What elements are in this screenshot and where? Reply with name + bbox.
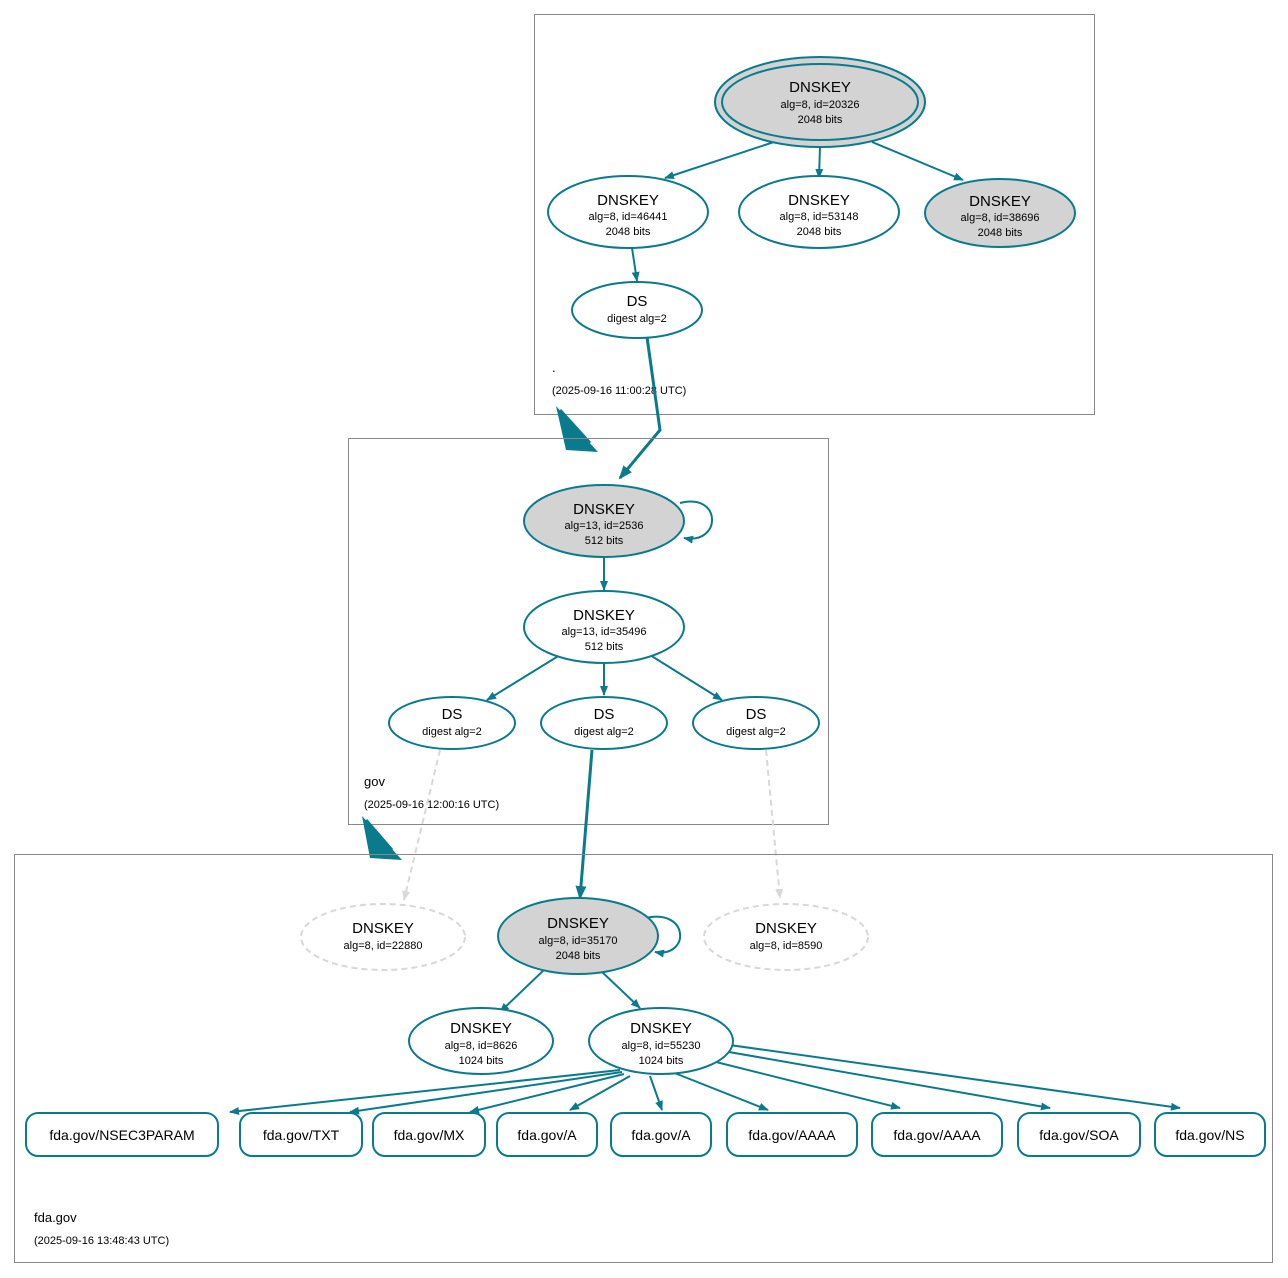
zone-label-root: . — [552, 360, 556, 375]
node-fda-22880-title: DNSKEY — [352, 920, 414, 937]
node-gov-ds3-digest: digest alg=2 — [726, 726, 786, 738]
node-root-53148-alg: alg=8, id=53148 — [779, 211, 859, 223]
edge-zone-root-to-gov-head — [556, 406, 598, 452]
zone-label-fda: fda.gov — [34, 1210, 77, 1225]
rr-label-ns: fda.gov/NS — [1175, 1127, 1245, 1143]
node-fda-35170-title: DNSKEY — [547, 915, 609, 932]
node-gov-ds-1[interactable] — [389, 697, 515, 749]
rr-label-txt: fda.gov/TXT — [262, 1127, 340, 1143]
node-root-ds-digest: digest alg=2 — [607, 313, 667, 325]
node-root-ksk-title: DNSKEY — [789, 79, 851, 96]
node-fda-55230-title: DNSKEY — [630, 1020, 692, 1037]
node-root-38696-title: DNSKEY — [969, 193, 1031, 210]
node-fda-dnskey-22880[interactable] — [301, 904, 465, 970]
node-gov-2536-bits: 512 bits — [584, 535, 624, 547]
node-fda-55230-alg: alg=8, id=55230 — [621, 1040, 701, 1052]
edge-gov-zsk-to-ds3 — [650, 655, 722, 700]
zone-timestamp-fda: (2025-09-16 13:48:43 UTC) — [34, 1235, 170, 1247]
edge-zsk-to-aaaa1 — [672, 1072, 768, 1110]
node-root-ds-title: DS — [626, 293, 648, 310]
edge-zsk-to-a1 — [570, 1076, 630, 1110]
node-gov-35496-bits: 512 bits — [584, 641, 624, 653]
edge-zsk-to-txt — [350, 1072, 622, 1112]
node-fda-dnskey-8590[interactable] — [704, 904, 868, 970]
node-root-38696-alg: alg=8, id=38696 — [960, 212, 1040, 224]
edge-fda-ksk-to-55230 — [600, 970, 640, 1008]
node-root-ds[interactable] — [572, 282, 702, 338]
node-gov-ds2-digest: digest alg=2 — [574, 726, 634, 738]
edge-fda-ksk-to-8626 — [500, 968, 546, 1012]
edge-gov-zsk-to-ds1 — [487, 655, 560, 700]
edge-root-ksk-to-53148 — [819, 146, 820, 178]
node-fda-8626-alg: alg=8, id=8626 — [444, 1040, 518, 1052]
node-root-53148-title: DNSKEY — [788, 192, 850, 209]
node-fda-35170-bits: 2048 bits — [555, 950, 601, 962]
node-gov-2536-alg: alg=13, id=2536 — [564, 520, 644, 532]
node-fda-8590-alg: alg=8, id=8590 — [749, 940, 823, 952]
node-gov-2536-title: DNSKEY — [573, 501, 635, 518]
rr-label-soa: fda.gov/SOA — [1039, 1127, 1119, 1143]
edge-zsk-to-nsec3param — [230, 1070, 620, 1112]
edge-zsk-to-ns — [708, 1042, 1180, 1108]
rr-label-a1: fda.gov/A — [517, 1127, 577, 1143]
edge-root-ds-to-gov-ksk — [620, 337, 660, 478]
edge-zsk-to-a2 — [650, 1076, 662, 1110]
node-gov-35496-alg: alg=13, id=35496 — [561, 626, 647, 638]
edge-root-ksk-to-38696 — [872, 142, 963, 180]
edge-root-46441-to-ds — [632, 248, 637, 281]
node-root-46441-bits: 2048 bits — [605, 226, 651, 238]
node-root-46441-alg: alg=8, id=46441 — [588, 211, 668, 223]
node-fda-55230-bits: 1024 bits — [638, 1055, 684, 1067]
edge-zsk-to-soa — [706, 1048, 1050, 1108]
node-root-ksk-alg: alg=8, id=20326 — [780, 99, 860, 111]
node-fda-8626-bits: 1024 bits — [458, 1055, 504, 1067]
node-root-38696-bits: 2048 bits — [977, 227, 1023, 239]
rr-label-mx: fda.gov/MX — [393, 1127, 465, 1143]
rr-label-aaaa1: fda.gov/AAAA — [748, 1127, 836, 1143]
node-root-53148-bits: 2048 bits — [796, 226, 842, 238]
zone-label-gov: gov — [364, 774, 385, 789]
node-fda-35170-alg: alg=8, id=35170 — [538, 935, 618, 947]
node-fda-8590-title: DNSKEY — [755, 920, 817, 937]
node-fda-22880-alg: alg=8, id=22880 — [343, 940, 423, 952]
node-gov-ds1-title: DS — [441, 706, 463, 723]
node-gov-ds-3[interactable] — [693, 697, 819, 749]
node-root-ksk-bits: 2048 bits — [797, 114, 843, 126]
zone-timestamp-root: (2025-09-16 11:00:28 UTC) — [552, 385, 687, 397]
rr-label-aaaa2: fda.gov/AAAA — [893, 1127, 981, 1143]
edge-root-ksk-to-46441 — [665, 140, 780, 178]
node-gov-ds-2[interactable] — [541, 697, 667, 749]
node-root-46441-title: DNSKEY — [597, 192, 659, 209]
node-fda-8626-title: DNSKEY — [450, 1020, 512, 1037]
node-gov-35496-title: DNSKEY — [573, 607, 635, 624]
rr-label-nsec3param: fda.gov/NSEC3PARAM — [49, 1127, 195, 1143]
node-gov-ds3-title: DS — [745, 706, 767, 723]
node-gov-ds1-digest: digest alg=2 — [422, 726, 482, 738]
rr-label-a2: fda.gov/A — [631, 1127, 691, 1143]
zone-timestamp-gov: (2025-09-16 12:00:16 UTC) — [364, 799, 500, 811]
node-gov-ds2-title: DS — [593, 706, 615, 723]
